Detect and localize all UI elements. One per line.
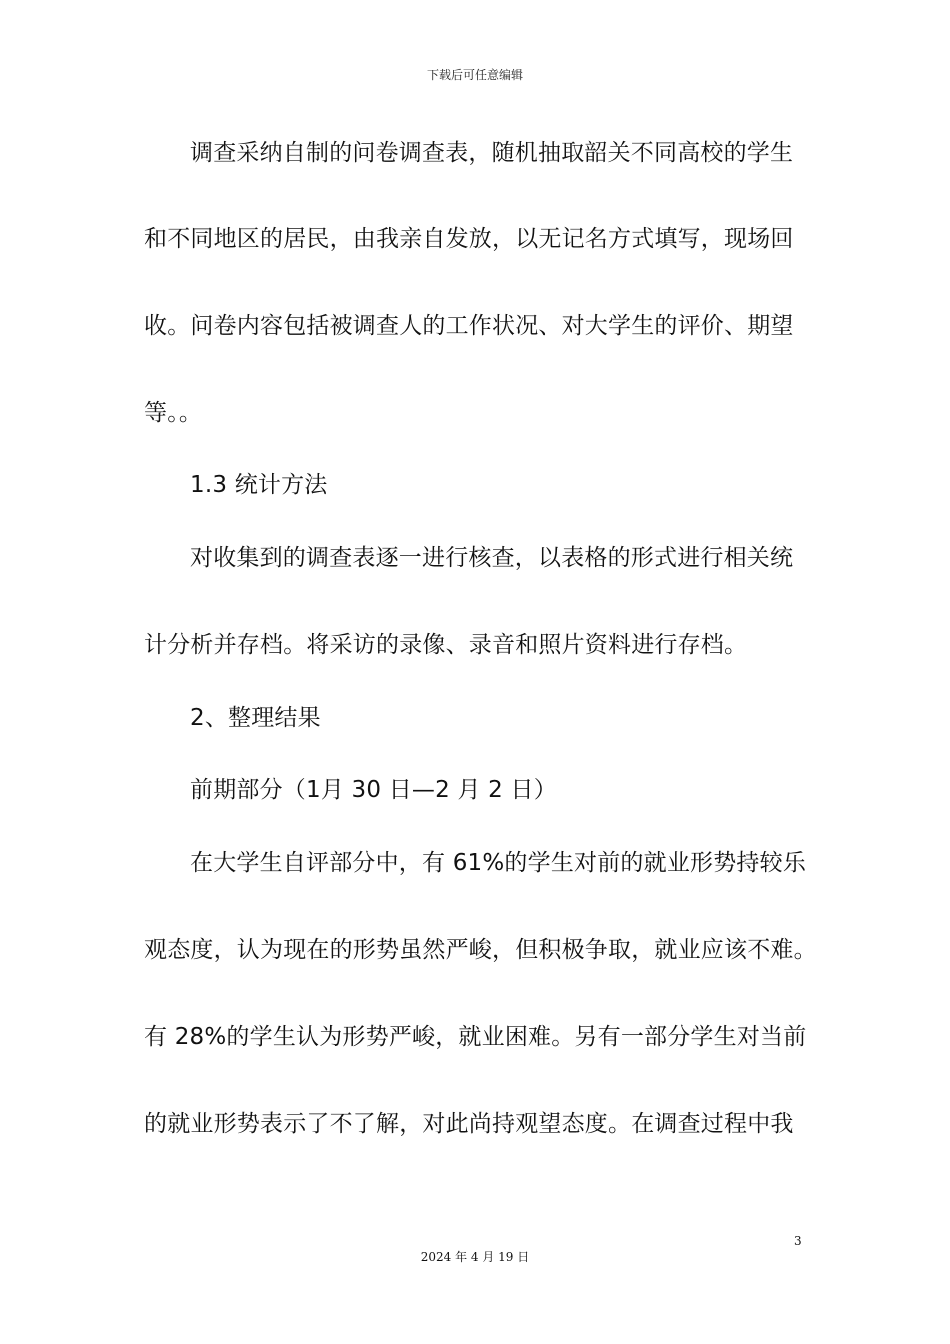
footer-date: 2024 年 4 月 19 日 — [420, 1250, 530, 1264]
paragraph-line: 在大学生自评部分中，有 61%的学生对前的就业形势持较乐 — [190, 850, 807, 876]
paragraph-line: 调查采纳自制的问卷调查表，随机抽取韶关不同高校的学生 — [190, 140, 794, 166]
paragraph-line: 观态度，认为现在的形势虽然严峻，但积极争取，就业应该不难。 — [144, 937, 817, 963]
paragraph-line: 有 28%的学生认为形势严峻，就业困难。另有一部分学生对当前 — [144, 1024, 807, 1050]
section-heading: 2、整理结果 — [190, 705, 321, 731]
paragraph-line: 和不同地区的居民，由我亲自发放，以无记名方式填写，现场回 — [144, 226, 794, 252]
paragraph-line: 的就业形势表示了不了解，对此尚持观望态度。在调查过程中我 — [144, 1111, 794, 1137]
section-heading: 1.3 统计方法 — [190, 472, 328, 498]
header-note: 下载后可任意编辑 — [426, 68, 523, 82]
paragraph-line: 对收集到的调查表逐一进行核查，以表格的形式进行相关统 — [190, 545, 794, 571]
paragraph-line: 等。。 — [144, 400, 203, 426]
paragraph-line: 收。问卷内容包括被调查人的工作状况、对大学生的评价、期望 — [144, 313, 794, 339]
page-number: 3 — [794, 1234, 802, 1248]
paragraph-line: 计分析并存档。将采访的录像、录音和照片资料进行存档。 — [144, 632, 748, 658]
subsection-heading: 前期部分（1月 30 日—2 月 2 日） — [190, 777, 557, 803]
